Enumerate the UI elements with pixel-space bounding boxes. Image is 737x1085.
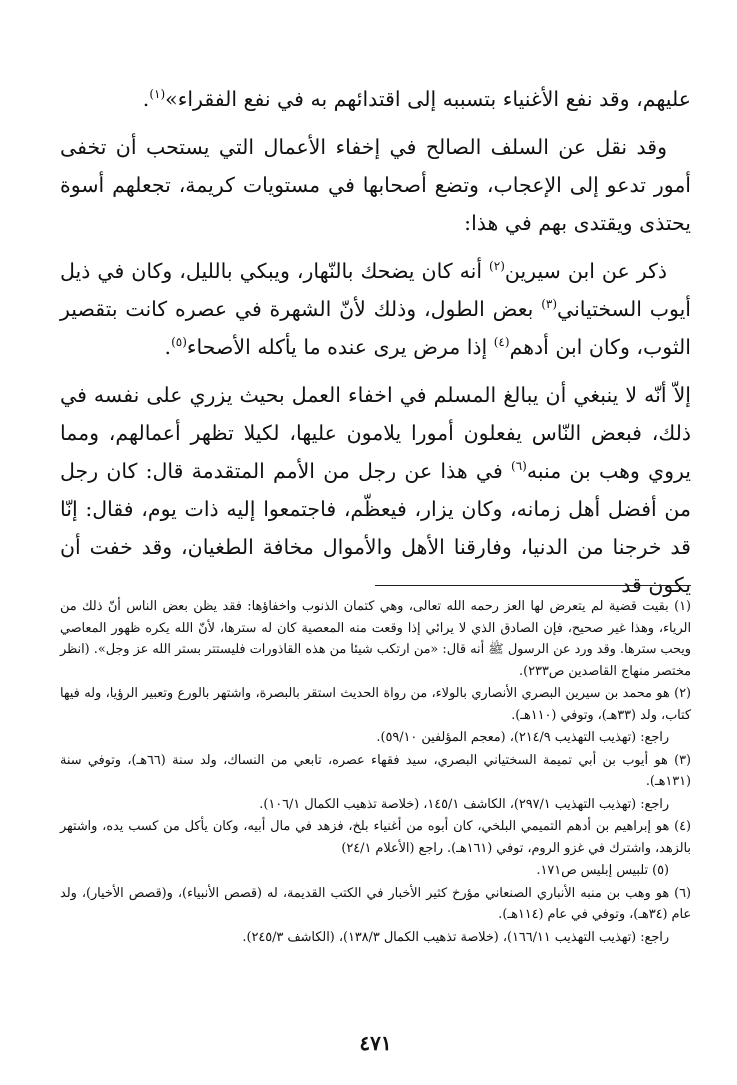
- footnote-4: (٤) هو إبراهيم بن أدهم التميمي البلخي، كان أبوه من أغنياء بلخ، فزهد في مال أبيه، وكان يأكل من كسب يده، واشتهر بالزهد، واشترك في غزو الروم، توفي (١٦١هـ). راجع (الأعلام ٢٤/١): [60, 819, 691, 856]
- book-page: [60, 80, 691, 1065]
- footnote-ref-3: (٣): [541, 297, 558, 312]
- footnote-2: (٢) هو محمد بن سيرين البصري الأنصاري بالولاء، من رواة الحديث استقر بالبصرة، واشتهر بالورع وتعبير الرؤيا، وله فيها كتاب، ولد (٣٣هـ)، وتوفي (١١٠هـ).: [60, 686, 691, 723]
- footnote-ref-4: (٤): [493, 335, 510, 350]
- paragraph-4: إلاّ أنّه لا ينبغي أن يبالغ المسلم في اخفاء العمل بحيث يزري على نفسه في ذلك، فبعض النّاس يفعلون أمورا يلامون عليها، لكيلا تظهر أعمالهم، ومما يروي وهب بن منبه$^{(٦)}$ في هذا عن رجل من الأمم المتقدمة قال: كان رجل من أفضل أهل زمانه، وكان يزار، فيعظّم، فاجتمعوا إليه ذات يوم، فقال: إنّا قد خرجنا من الدنيا، وفارقنا الأهل والأموال مخافة الطغيان، وقد خفت أن يكون قد: [60, 383, 691, 597]
- paragraph-2: وقد نقل عن السلف الصالح في إخفاء الأعمال التي يستحب أن تخفى أمور تدعو إلى الإعجاب، وتضع أصحابها في مستويات كريمة، تجعلهم أسوة يحتذى ويقتدى بهم في هذا:: [60, 135, 691, 235]
- page-number: ٤٧١: [359, 1031, 392, 1055]
- footnote-1: (١) بقيت قضية لم يتعرض لها العز رحمه الله تعالى، وهي كتمان الذنوب واخفاؤها: فقد يظن بعض الناس أنّ ذلك من الرياء، وهذا غير صحيح، فإن الصادق الذي لا يرائي إذا وقعت منه المعصية كان له سترها، لأنّ الله يكره ظهور المعاصي ويحب سترها. وقد ورد عن الرسول ﷺ أنه قال: «من ارتكب شيئا من هذه القاذورات فليستتر بستر الله عز وجل». (انظر مختصر منهاج القاصدين ص٢٣٣).: [60, 599, 691, 679]
- footnote-6: (٦) هو وهب بن منبه الأنباري الصنعاني مؤرخ كثير الأخبار في الكتب القديمة، له (قصص الأنبياء)، و(قصص الأخيار)، ولد عام (٣٤هـ)، وتوفي في عام (١١٤هـ).: [60, 885, 691, 922]
- main-text: [60, 80, 691, 604]
- footnote-divider: [375, 585, 691, 586]
- footnote-3: (٣) هو أيوب بن أبي تميمة السختياني البصري، سيد فقهاء عصره، تابعي من النساك، ولد سنة (٦٦هـ)، وتوفي سنة (١٣١هـ).: [60, 752, 691, 789]
- footnote-ref-2: (٢): [489, 259, 505, 274]
- footnotes: [60, 596, 691, 949]
- footnote-ref-1: (١): [149, 87, 166, 102]
- footnote-3-reference: راجع: (تهذيب التهذيب ٢٩٧/١)، الكاشف ١٤٥/١، (خلاصة تذهيب الكمال ١٠٦/١).: [259, 796, 669, 812]
- footnote-ref-5: (٥): [171, 335, 187, 350]
- paragraph-1: عليهم، وقد نفع الأغنياء بتسببه إلى اقتدائهم به في نفع الفقراء»$^{(١)}$.: [142, 87, 691, 111]
- footnote-2-reference: راجع: (تهذيب التهذيب ٢١٤/٩)، (معجم المؤلفين ٥٩/١٠).: [376, 730, 669, 745]
- paragraph-3: ذكر عن ابن سيرين$^{(٢)}$ أنه كان يضحك بالنّهار، ويبكي بالليل، وكان في ذيل أيوب السختياني$^{(٣)}$ بعض الطول، وذلك لأنّ الشهرة في عصره كانت بتقصير الثوب، وكان ابن أدهم$^{(٤)}$ إذا مرض يرى عنده ما يأكله الأصحاء$^{(٥)}$.: [60, 259, 691, 359]
- footnote-6-reference: راجع: (تهذيب التهذيب ١٦٦/١١)، (خلاصة تذهيب الكمال ١٣٨/٣)، (الكاشف ٢٤٥/٣).: [242, 929, 669, 945]
- footnote-ref-6: (٦): [511, 459, 527, 474]
- footnote-5: (٥) تلبيس إبليس ص١٧١.: [536, 863, 669, 878]
